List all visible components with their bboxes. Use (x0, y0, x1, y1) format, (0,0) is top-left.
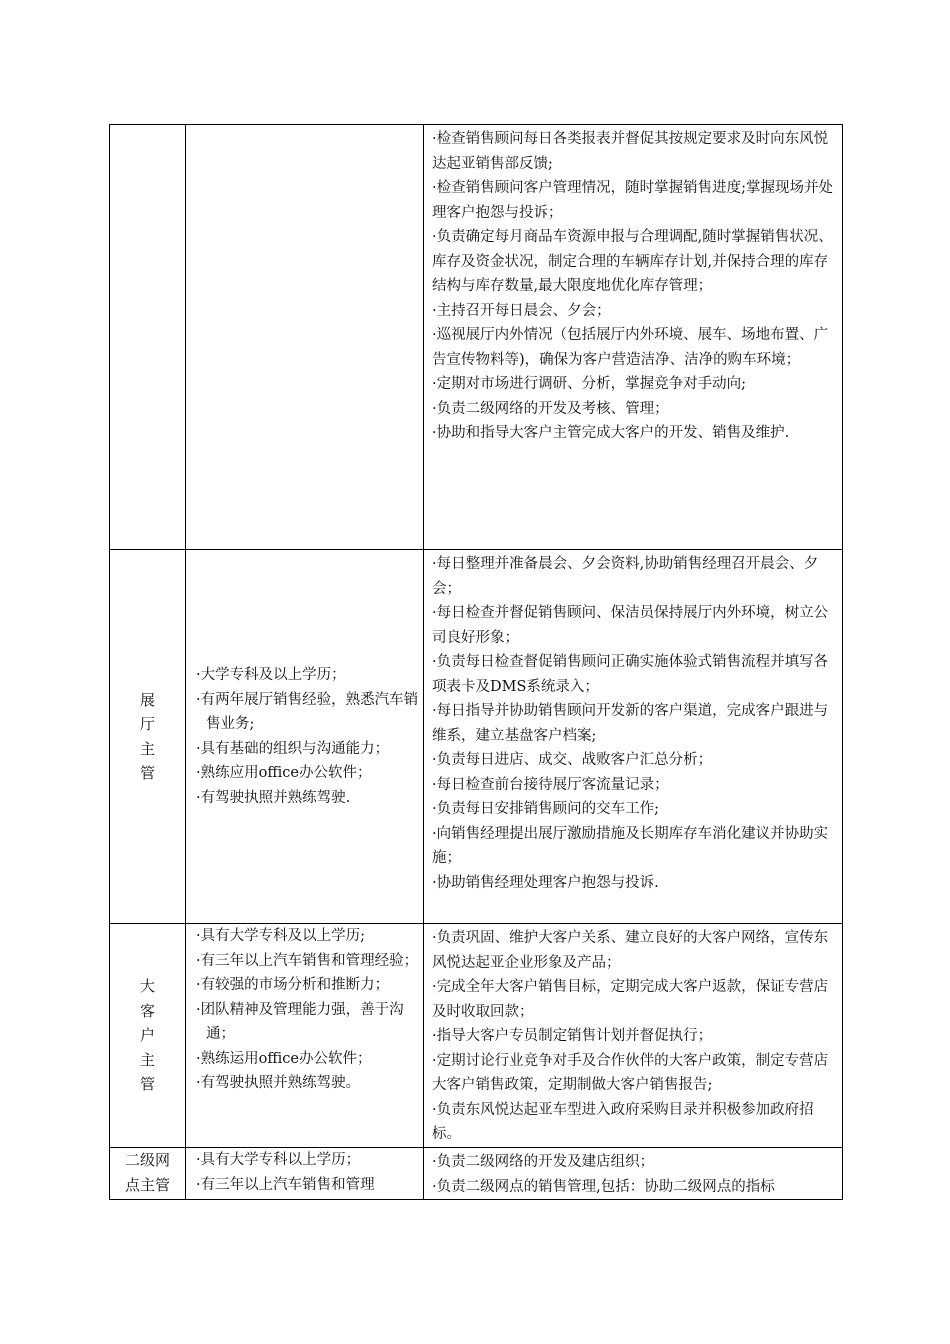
role-char: 展 (139, 690, 155, 709)
requirement-item: ·有三年以上汽车销售和管理 (196, 1176, 375, 1193)
duty-item: ·指导大客户专员制定销售计划并督促执行； (432, 1028, 713, 1044)
role-char: 户 (139, 1026, 155, 1045)
duty-item: ·负责二级网点的销售管理,包括：协助二级网点的指标 (432, 1178, 775, 1195)
requirement-item: ·有驾驶执照并熟练驾驶。 (196, 1075, 361, 1091)
requirement-item: ·有较强的市场分析和推断力； (196, 977, 390, 993)
role-char: 厅 (139, 715, 155, 733)
duty-item: ·协助和指导大客户主管完成大客户的开发、销售及维护. (432, 425, 790, 441)
requirements-cell (186, 1148, 424, 1200)
duty-item: ·负责每日安排销售顾问的交车工作; (432, 801, 659, 817)
duty-item: ·向销售经理提出展厅激励措施及长期库存车消化建议并协助实施； (432, 825, 829, 866)
requirement-item: ·具有大学专科及以上学历; (196, 928, 365, 944)
duty-item: ·定期对市场进行调研、分析，掌握竞争对手动向; (432, 376, 746, 392)
role-char: 大 (139, 977, 155, 996)
requirement-item: ·有两年展厅销售经验，熟悉汽车销售业务; (196, 691, 419, 732)
role-cell (110, 924, 186, 1148)
duty-item: ·负责每日进店、成交、战败客户汇总分析； (432, 752, 713, 768)
duty-item: ·每日整理并准备晨会、夕会资料,协助销售经理召开晨会、夕会； (432, 556, 819, 597)
duty-item: ·每日检查并督促销售顾问、保洁员保持展厅内外环境，树立公司良好形象； (432, 605, 829, 646)
duty-item: ·负责每日检查督促销售顾问正确实施体验式销售流程并填写各项表卡及DMS系统录入； (432, 654, 829, 695)
requirement-item: ·熟练运用office办公软件； (196, 1050, 372, 1067)
role-char: 管 (139, 764, 155, 782)
requirement-item: ·团队精神及管理能力强，善于沟通； (196, 1001, 404, 1042)
role-cell (110, 125, 186, 550)
requirements-cell (186, 550, 424, 924)
duty-item: ·每日指导并协助销售顾问开发新的客户渠道，完成客户跟进与维系，建立基盘客户档案; (432, 703, 829, 744)
requirement-item: ·有驾驶执照并熟练驾驶. (196, 789, 351, 806)
duty-item: ·检查销售顾问每日各类报表并督促其按规定要求及时向东风悦达起亚销售部反馈; (432, 131, 829, 172)
role-char: 主 (139, 739, 155, 758)
duty-item: ·检查销售顾问客户管理情况，随时掌握销售进度;掌握现场并处理客户抱怨与投诉； (432, 180, 833, 221)
duties-cell (424, 1148, 843, 1200)
table-row (110, 1148, 843, 1200)
requirement-item: ·熟练应用office办公软件； (196, 765, 372, 781)
table-row (110, 550, 843, 924)
role-char: 二级网 (124, 1151, 170, 1169)
duty-item: ·负责确定每月商品车资源申报与合理调配,随时掌握销售状况、库存及资金状况，制定合理的车辆库存计划,并保持合理的库存结构与库存数量,最大限度地优化库存管理； (432, 229, 833, 294)
requirement-item: ·具有基础的组织与沟通能力； (196, 740, 390, 757)
table-row (110, 125, 843, 550)
duty-item: ·巡视展厅内外情况（包括展厅内外环境、展车、场地布置、广告宣传物料等)，确保为客户营造洁净、洁净的购车环境； (432, 327, 829, 368)
role-char: 点主管 (124, 1175, 170, 1194)
table-row (110, 924, 843, 1148)
role-char: 客 (139, 1001, 155, 1020)
requirements-cell (186, 924, 424, 1148)
duty-item: ·负责二级网络的开发及考核、管理； (432, 400, 669, 417)
duties-cell (424, 125, 843, 550)
duties-cell (424, 924, 843, 1148)
duty-item: ·定期讨论行业竞争对手及合作伙伴的大客户政策，制定专营店大客户销售政策，定期制做大客户销售报告; (432, 1052, 829, 1093)
requirements-cell (186, 125, 424, 550)
duty-item: ·每日检查前台接待展厅客流量记录； (432, 776, 669, 793)
duty-item: ·完成全年大客户销售目标，定期完成大客户返款，保证专营店及时收取回款； (432, 979, 829, 1020)
requirement-item: ·具有大学专科以上学历； (196, 1152, 361, 1168)
duty-item: ·负责二级网络的开发及建店组织； (432, 1154, 655, 1170)
requirement-item: ·大学专科及以上学历； (196, 667, 346, 683)
requirement-item: ·有三年以上汽车销售和管理经验； (196, 952, 419, 969)
duty-item: ·主持召开每日晨会、夕会； (432, 302, 611, 319)
duty-item: ·负责东风悦达起亚车型进入政府采购目录并积极参加政府招标。 (432, 1101, 814, 1142)
role-char: 主 (139, 1050, 155, 1069)
duty-item: ·负责巩固、维护大客户关系、建立良好的大客户网络，宣传东风悦达起亚企业形象及产品； (432, 930, 829, 971)
duty-item: ·协助销售经理处理客户抱怨与投诉. (432, 874, 659, 891)
duties-cell (424, 550, 843, 924)
role-cell (110, 1148, 186, 1200)
role-char: 管 (139, 1075, 155, 1094)
job-description-table (109, 124, 843, 1200)
role-cell (110, 550, 186, 924)
